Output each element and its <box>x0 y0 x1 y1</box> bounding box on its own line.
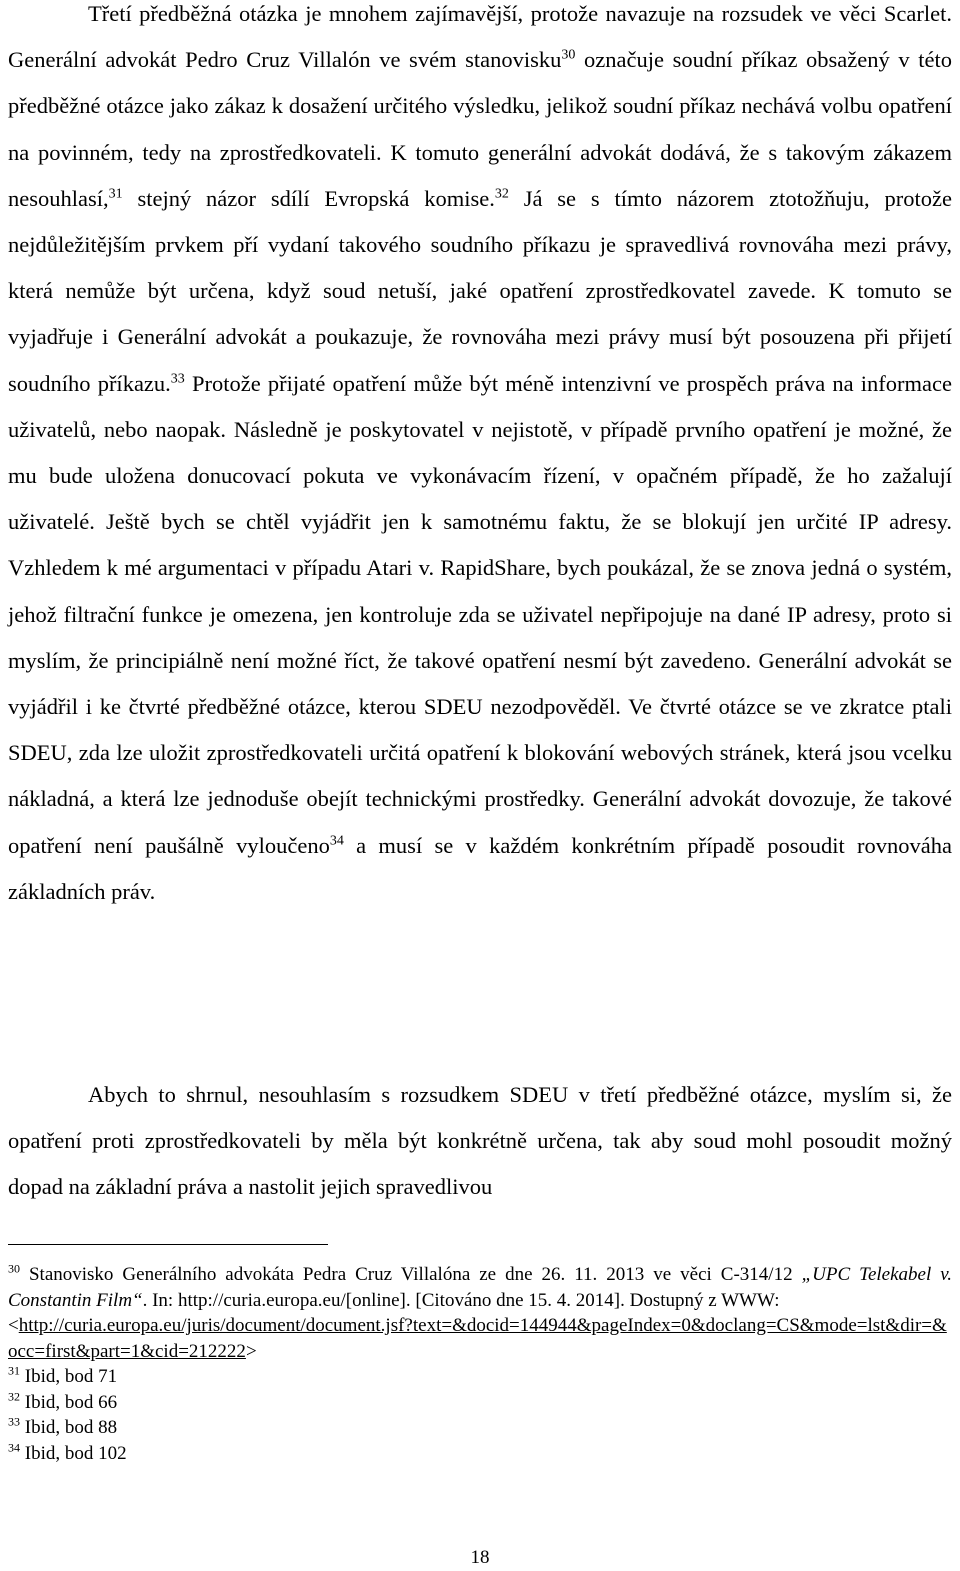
footnote-number: 32 <box>8 1389 20 1404</box>
footnote-text: Stanovisko Generálního advokáta Pedra Cruz Villalóna ze dne 26. 11. 2013 ve věci C-314/12 <box>20 1264 802 1285</box>
paragraph-text: a musí se v každém konkrétním případě posoudit rovnováha základních práv. <box>8 832 952 904</box>
footnote-31 <box>8 1364 952 1390</box>
paragraph-text: Protože přijaté opatření může být méně intenzivní ve prospěch práva na informace uživatelů, nebo naopak. Následně je poskytovatel v nejistotě, v případě prvního opatření je možné, že mu bude uložena donucovací pokuta ve vykonávacím řízení, v opačném případě, že ho zažalují uživatelé. Ještě bych se chtěl vyjádřit jen k samotnému faktu, že se blokují jen určité IP adresy. Vzhledem k mé argumentaci v případu Atari v. RapidShare, bych poukázal, že se znova jedná o systém, jehož filtrační funkce je omezena, jen kontroluje zda se uživatel nepřipojuje na dané IP adresy, proto si myslím, že principiálně není možné říct, že takové opatření nesmí být zavedeno. Generální advokát se vyjádřil i ke čtvrté předběžné otázce, kterou SDEU nezodpověděl. Ve čtvrté otázce se ve zkratce ptali SDEU, zda lze uložit zprostředkovateli určitá opatření k blokování webových stránek, která jsou vcelku nákladná, a která lze jednoduše obejít technickými prostředky. Generální advokát dovozuje, že takové opatření není paušálně vyloučeno <box>8 370 952 858</box>
footnote-text: Ibid, bod 66 <box>20 1391 118 1413</box>
body-paragraph-2: Abych to shrnul, nesouhlasím s rozsudkem SDEU v třetí předběžné otázce, myslím si, že opatření proti zprostředkovateli by měla být konkrétně určena, tak aby soud mohl posoudit možný dopad na základní práva a nastolit jejich spravedlivou <box>8 1082 952 1200</box>
footnote-number: 31 <box>8 1363 20 1378</box>
footnote-ref-32[interactable]: 32 <box>494 186 509 202</box>
footnote-text: Ibid, bod 102 <box>20 1442 127 1464</box>
footnote-text: Ibid, bod 88 <box>20 1417 118 1438</box>
footnote-30 <box>8 1262 952 1364</box>
footnote-text: Ibid, bod 71 <box>20 1366 118 1387</box>
paragraph-text: Třetí předběžná otázka je mnohem zajímavější, protože navazuje na rozsudek ve věci Scarlet. Generální advokát Pedro Cruz Villalón ve svém stanovisku <box>8 1 952 73</box>
footnote-ref-31[interactable]: 31 <box>108 186 123 202</box>
paragraph-text: stejný názor sdílí Evropská komise. <box>122 185 495 211</box>
footnote-text: . In: http://curia.europa.eu/[online]. [Citováno dne 15. 4. 2014]. Dostupný z WWW: <box>142 1289 780 1311</box>
footnote-ref-30[interactable]: 30 <box>561 47 576 63</box>
footnote-34 <box>8 1441 952 1467</box>
footnote-32 <box>8 1390 952 1416</box>
footnote-link[interactable]: http://curia.europa.eu/juris/document/document.jsf?text=&docid=144944&pageIndex=0&doclang=CS&mode=lst&dir=&occ=first&part=1&cid=212222 <box>8 1315 947 1362</box>
footnote-case-title: „UPC Telekabel v. Constantin Film“ <box>8 1264 952 1311</box>
footnote-number: 34 <box>8 1440 20 1455</box>
page-number: 18 <box>470 1547 490 1568</box>
footnote-divider <box>8 1244 328 1245</box>
footnote-33 <box>8 1415 952 1441</box>
footnote-bracket: > <box>245 1340 257 1362</box>
footnotes-section <box>8 1262 952 1466</box>
footnote-number: 30 <box>8 1261 20 1276</box>
body-paragraph-1 <box>8 0 952 915</box>
footnote-number: 33 <box>8 1414 20 1429</box>
paragraph-text: Já se s tímto názorem ztotožňuju, protože nejdůležitějším prvkem pří vydaní takového soudního příkazu je spravedlivá rovnováha mezi právy, která nemůže být určena, když soud netuší, jaké opatření zprostředkovatel zavede. K tomuto se vyjadřuje i Generální advokát a poukazuje, že rovnováha mezi právy musí být posouzena při přijetí soudního příkazu. <box>8 185 952 396</box>
footnote-ref-34[interactable]: 34 <box>329 833 344 849</box>
footnote-bracket: < <box>8 1315 19 1336</box>
paragraph-text: označuje soudní příkaz obsažený v této předběžné otázce jako zákaz k dosažení určitého výsledku, jelikož soudní příkaz nechává volbu opatření na povinném, tedy na zprostředkovateli. K tomuto generální advokát dodává, že s takovým zákazem nesouhlasí, <box>8 47 952 211</box>
footnote-ref-33[interactable]: 33 <box>170 371 185 387</box>
